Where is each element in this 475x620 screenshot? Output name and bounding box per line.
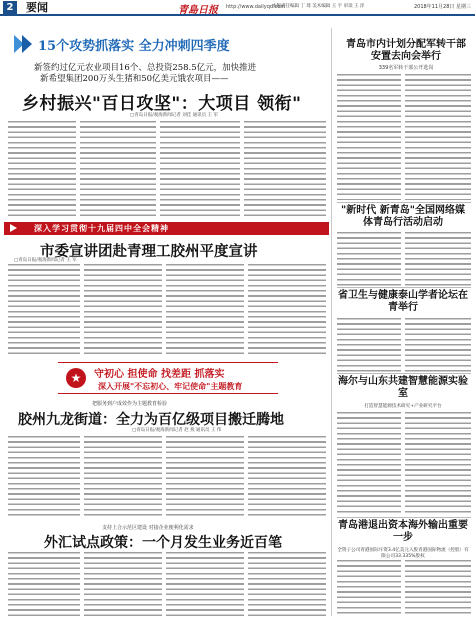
lead-body-col2 [80, 121, 156, 217]
story4-body-col3 [166, 552, 244, 616]
divider [337, 517, 471, 518]
story2-body-col1 [8, 264, 80, 356]
right-story3-body-col1 [337, 318, 401, 372]
lead-body-col3 [160, 121, 240, 217]
theme-banner [4, 222, 329, 235]
story4-kicker: 支持上合示范区建设 对接企业便利化需求 [102, 525, 194, 531]
story3-headline[interactable]: 胶州九龙街道：全力为百亿级项目搬迁腾地 [18, 412, 284, 428]
story3-kicker: 把服务到户成效作为主题教育检验 [92, 401, 168, 407]
story3-body-col4 [248, 436, 326, 518]
story4-headline[interactable]: 外汇试点政策：一个月发生业务近百笔 [44, 535, 282, 551]
story2-headline[interactable]: 市委宣讲团赴青理工胶州平度宣讲 [40, 243, 258, 260]
right-story5-body-col2 [405, 560, 471, 616]
story4-body-col4 [248, 552, 326, 616]
story3-byline: □青岛日报/观海新闻记者 赵 燕 通讯员 王 伟 [132, 428, 222, 433]
campaign-promo [58, 362, 278, 394]
story2-body-col4 [248, 264, 326, 356]
story4-body-col2 [84, 552, 162, 616]
divider [337, 373, 471, 374]
lead-banner-title: 15个攻势抓落实 全力冲刺四季度 [38, 39, 230, 54]
issue-date: 2018年11月28日 星期三 [413, 4, 471, 10]
right-story5-headline[interactable]: 青岛港退出资本海外输出重要一步 [338, 520, 468, 543]
story4-body-col1 [8, 552, 80, 616]
campaign-slogan: 守初心 担使命 找差距 抓落实 [94, 369, 225, 380]
divider [337, 202, 471, 203]
page-header [0, 0, 475, 16]
page-number: 2 [3, 1, 17, 14]
right-story4-body-col1 [337, 412, 401, 516]
right-story3-body-col2 [405, 318, 471, 372]
right-story4-subhead: 打造智慧能源技术研究+产业研究平台 [364, 404, 442, 409]
chevron-icon [10, 224, 17, 232]
right-story2-body-col1 [337, 232, 401, 286]
right-story3-headline[interactable]: 省卫生与健康泰山学者论坛在青举行 [338, 290, 468, 313]
right-story2-headline[interactable]: "新时代 新青岛"全国网络媒体青岛行活动启动 [341, 205, 465, 228]
campaign-subslogan: 深入开展"不忘初心、牢记使命"主题教育 [98, 382, 243, 391]
theme-banner-text: 深入学习贯彻十九届四中全会精神 [34, 224, 169, 233]
story3-body-col1 [8, 436, 80, 518]
lead-body-col4 [244, 121, 326, 217]
column-divider [331, 28, 332, 616]
story3-body-col3 [166, 436, 244, 518]
story2-body-col3 [166, 264, 244, 356]
right-story4-body-col2 [405, 412, 471, 516]
right-story1-body-col2 [405, 74, 471, 200]
right-story1-headline[interactable]: 青岛市内计划分配军转干部安置去向会举行 [346, 39, 466, 62]
campaign-emblem-icon: ★ [66, 368, 86, 388]
story2-body-col2 [84, 264, 162, 356]
chevron-icon [22, 35, 32, 53]
editors-line: 本版责任编辑 丁 琦 美术编辑 王 宇 审读 王 洋 [272, 4, 365, 9]
right-story4-headline[interactable]: 海尔与山东共建智慧能源实验室 [338, 376, 468, 399]
right-story1-subhead: 339名军转干部公开选岗 [378, 65, 434, 71]
section-name: 要闻 [26, 1, 48, 14]
lead-headline[interactable]: 乡村振兴"百日攻坚"：大项目 领衔" [22, 94, 302, 114]
newspaper-url[interactable]: http://www.dailyqd.com [226, 4, 286, 10]
right-story5-subhead: 全资子公司青港国际斥资3.4亿美元入股青港国际物流（控股）有限公司33.335%股权 [337, 548, 469, 559]
lead-body-col1 [8, 121, 76, 217]
story3-body-col2 [84, 436, 162, 518]
divider [337, 287, 471, 288]
lead-deck-line2: 新希望集团200万头生猪和50亿美元饿农项目—— [40, 74, 229, 84]
lead-deck-line1: 新签约过亿元农业项目16个、总投资258.5亿元，加快推进 [34, 63, 257, 73]
newspaper-logo: 青島日报 [178, 5, 218, 16]
right-story5-body-col1 [337, 560, 401, 616]
right-story1-body-col1 [337, 74, 401, 200]
right-story2-body-col2 [405, 232, 471, 286]
lead-banner [14, 33, 314, 55]
story2-byline: □青岛日报/观海新闻记者 王 军 [14, 258, 77, 263]
lead-byline: □青岛日报/观海新闻记者 刘佳 通讯员 王 军 [130, 113, 218, 118]
